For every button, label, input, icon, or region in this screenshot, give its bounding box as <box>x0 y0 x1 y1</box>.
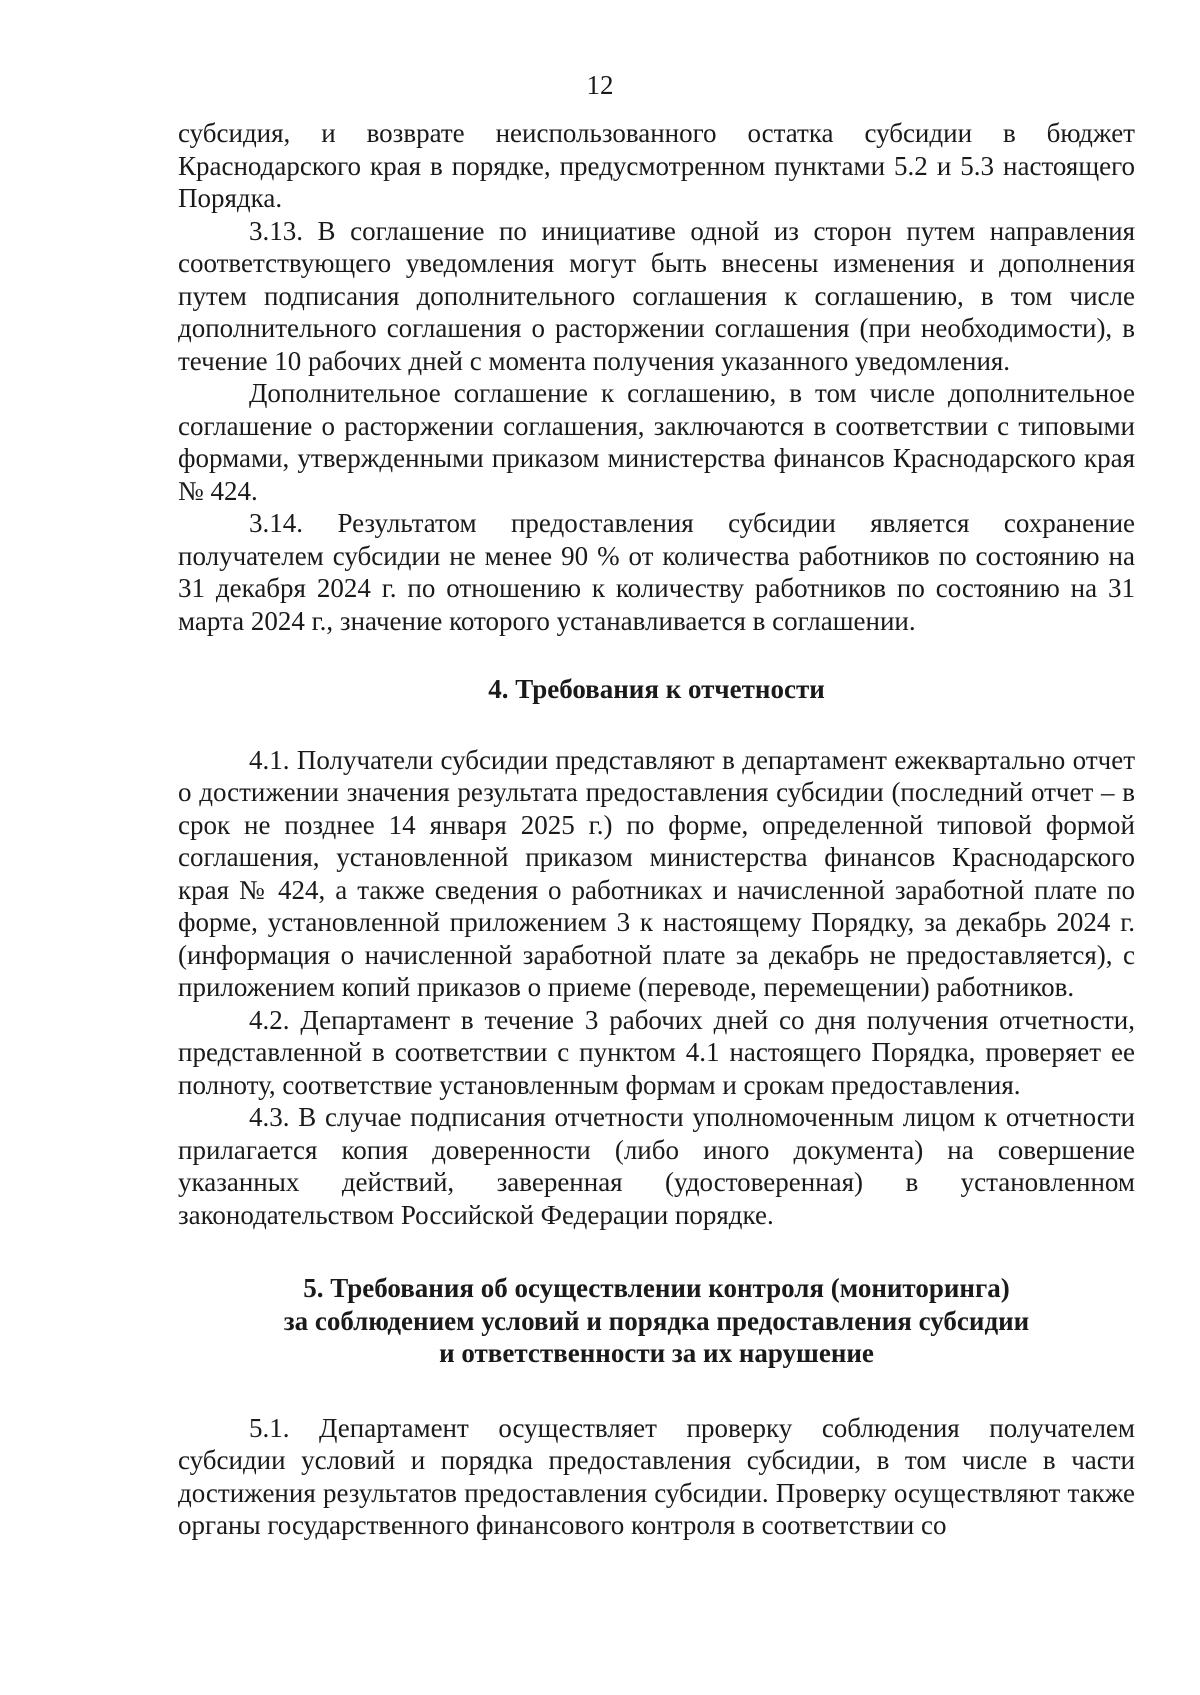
paragraph-5-1: 5.1. Департамент осуществляет проверку соблюдения получателем субсидии условий и порядка предоставления субсидии, в том числе в части достижения результатов предоставления субсидии. Проверку осуществляют также органы государственного финансового контроля в соответствии со <box>178 1412 1135 1540</box>
section-5-heading <box>178 1272 1135 1370</box>
paragraph-4-2: 4.2. Департамент в течение 3 рабочих дней со дня получения отчетности, представленной в соответствии с пунктом 4.1 настоящего Порядка, проверяет ее полноту, соответствие установленным формам и срокам предоставления. <box>178 1004 1135 1100</box>
page-number: 12 <box>586 70 614 100</box>
paragraph-3-14: 3.14. Результатом предоставления субсидии является сохранение получателем субсидии не менее 90 % от количества работников по состоянию на 31 декабря 2024 г. по отношению к количеству работников по состоянию на 31 марта 2024 г., значение которого устанавливается в соглашении. <box>178 508 1135 636</box>
paragraph-continuation: субсидия, и возврате неиспользованного остатка субсидии в бюджет Краснодарского края в порядке, предусмотренном пунктами 5.2 и 5.3 настоящего Порядка. <box>178 118 1135 213</box>
paragraph-4-1: 4.1. Получатели субсидии представляют в департамент ежеквартально отчет о достижении значения результата предоставления субсидии (последний отчет – в срок не позднее 14 января 2025 г.) по форме, определенной типовой формой соглашения, установленной приказом министерства финансов Краснодарского края № 424, а также сведения о работниках и начисленной заработной плате по форме, установленной приложением 3 к настоящему Порядку, за декабрь 2024 г. (информация о начисленной заработной плате за декабрь не предоставляется), с приложением копий приказов о приеме (переводе, перемещении) работников. <box>178 744 1135 1002</box>
section-5-heading-line: и ответственности за их нарушение <box>439 1338 874 1368</box>
paragraph-additional-agreement: Дополнительное соглашение к соглашению, в том числе дополнительное соглашение о расторжении соглашения, заключаются в соответствии с типовыми формами, утвержденными приказом министерства финансов Краснодарского края № 424. <box>178 378 1135 506</box>
paragraph-3-13: 3.13. В соглашение по инициативе одной из сторон путем направления соответствующего уведомления могут быть внесены изменения и дополнения путем подписания дополнительного соглашения к соглашению, в том числе дополнительного соглашения о расторжении соглашения (при необходимости), в течение 10 рабочих дней с момента получения указанного уведомления. <box>178 215 1135 376</box>
document-body <box>178 117 1135 1542</box>
section-5-heading-line: за соблюдением условий и порядка предоставления субсидии <box>283 1305 1030 1336</box>
paragraph-4-3: 4.3. В случае подписания отчетности уполномоченным лицом к отчетности прилагается копия доверенности (либо иного документа) на совершение указанных действий, заверенная (удостоверенная) в установленном законодательством Российской Федерации порядке. <box>178 1102 1135 1230</box>
section-5-heading-line: 5. Требования об осуществлении контроля (мониторинга) <box>303 1273 1010 1303</box>
section-4-heading: 4. Требования к отчетности <box>488 674 825 704</box>
